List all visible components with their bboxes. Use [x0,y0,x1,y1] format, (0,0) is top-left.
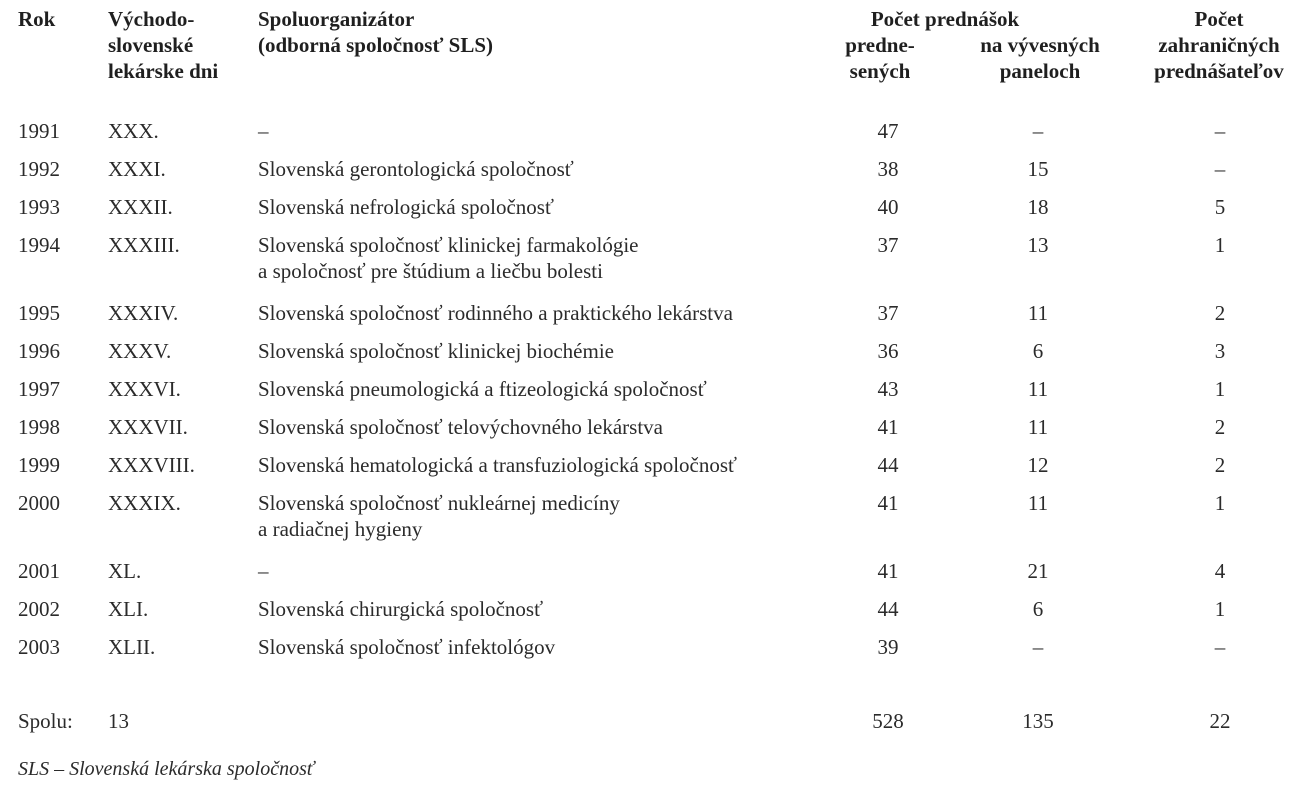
row-panel: 21 [1027,559,1049,583]
table-row [0,596,1308,622]
header-rok: Rok [18,7,56,31]
header-zahr-line1: Počet [1194,7,1244,31]
row-zahr: 1 [1214,377,1226,401]
row-year: 2000 [18,491,60,515]
row-panel: – [1032,119,1044,143]
header-prednes-line2: sených [849,59,911,83]
row-vld: XXXVI. [108,377,181,401]
header-prednes-line1: predne- [845,33,915,57]
row-panel: 13 [1027,233,1049,257]
row-prednes: 44 [877,597,899,621]
row-panel: 12 [1027,453,1049,477]
row-vld: XXXII. [108,195,173,219]
table-row [0,118,1308,144]
row-prednes: 41 [877,559,899,583]
row-prednes: 41 [877,491,899,515]
row-year: 2002 [18,597,60,621]
header-zahr-line2: zahraničných [1158,33,1280,57]
row-prednes: 40 [877,195,899,219]
row-year: 2003 [18,635,60,659]
row-vld: XXXI. [108,157,166,181]
row-panel: 6 [1032,339,1044,363]
row-prednes: 39 [877,635,899,659]
row-prednes: 36 [877,339,899,363]
row-zahr: 1 [1214,597,1226,621]
row-panel: 11 [1027,301,1049,325]
row-organizer: – [258,119,269,143]
row-organizer: – [258,559,269,583]
totals-zahr: 22 [1209,709,1231,733]
header-spol-line2: (odborná spoločnosť SLS) [258,33,494,57]
row-panel: 18 [1027,195,1049,219]
table-row [0,300,1308,326]
table-row [0,558,1308,584]
row-vld: XXXIX. [108,491,181,515]
footnote: SLS – Slovenská lekárska spoločnosť [18,758,315,780]
totals-count: 13 [108,709,129,733]
row-vld: XXXV. [108,339,172,363]
row-year: 1997 [18,377,60,401]
row-organizer: Slovenská spoločnosť nukleárnej medicíny [258,491,620,515]
header-panel-line2: paneloch [999,59,1081,83]
table-row [0,156,1308,182]
row-organizer: Slovenská spoločnosť klinickej farmakológie [258,233,639,257]
row-organizer-line2: a radiačnej hygieny [258,517,423,541]
row-year: 1996 [18,339,60,363]
row-prednes: 38 [877,157,899,181]
row-panel: 15 [1027,157,1049,181]
table-row [0,194,1308,220]
table-row [0,376,1308,402]
row-zahr: 1 [1214,233,1226,257]
row-vld: XXXIV. [108,301,179,325]
row-organizer-line2: a spoločnosť pre štúdium a liečbu bolesti [258,259,603,283]
row-zahr: – [1214,119,1226,143]
row-vld: XLI. [108,597,149,621]
row-prednes: 41 [877,415,899,439]
row-zahr: – [1214,157,1226,181]
row-year: 1994 [18,233,60,257]
row-organizer: Slovenská gerontologická spoločnosť [258,157,574,181]
row-prednes: 37 [877,233,899,257]
header-zahr-line3: prednášateľov [1154,59,1284,83]
table-row [0,414,1308,440]
row-vld: XXXVII. [108,415,188,439]
totals-prednes: 528 [872,709,904,733]
row-vld: XXXVIII. [108,453,195,477]
header-spol-line1: Spoluorganizátor [258,7,415,31]
table-row [0,338,1308,364]
row-zahr: 2 [1214,453,1226,477]
row-year: 1998 [18,415,60,439]
row-year: 1992 [18,157,60,181]
row-organizer: Slovenská spoločnosť telovýchovného lekárstva [258,415,663,439]
header-panel-line1: na vývesných [980,33,1100,57]
row-prednes: 44 [877,453,899,477]
row-zahr: 4 [1214,559,1226,583]
row-panel: 6 [1032,597,1044,621]
row-zahr: 2 [1214,301,1226,325]
row-panel: 11 [1027,415,1049,439]
row-organizer: Slovenská hematologická a transfuziologická spoločnosť [258,453,738,477]
row-zahr: 3 [1214,339,1226,363]
row-panel: – [1032,635,1044,659]
row-zahr: 1 [1214,491,1226,515]
row-zahr: – [1214,635,1226,659]
row-panel: 11 [1027,377,1049,401]
header-vld-line3: lekárske dni [108,59,219,83]
row-vld: XXX. [108,119,159,143]
totals-panel: 135 [1022,709,1054,733]
table-row [0,452,1308,478]
row-prednes: 37 [877,301,899,325]
row-panel: 11 [1027,491,1049,515]
header-vld-line2: slovenské [108,33,194,57]
row-organizer: Slovenská pneumologická a ftizeologická spoločnosť [258,377,707,401]
row-vld: XLII. [108,635,156,659]
row-vld: XL. [108,559,142,583]
row-prednes: 47 [877,119,899,143]
row-year: 1991 [18,119,60,143]
table-row [0,232,1308,284]
totals-row [0,708,1308,734]
row-year: 1995 [18,301,60,325]
row-organizer: Slovenská chirurgická spoločnosť [258,597,544,621]
row-zahr: 5 [1214,195,1226,219]
totals-label: Spolu: [18,709,73,733]
row-organizer: Slovenská nefrologická spoločnosť [258,195,554,219]
row-year: 2001 [18,559,60,583]
row-year: 1993 [18,195,60,219]
row-organizer: Slovenská spoločnosť infektológov [258,635,556,659]
row-zahr: 2 [1214,415,1226,439]
header-pocet-prednasok: Počet prednášok [870,7,1020,31]
table-row [0,490,1308,542]
row-vld: XXXIII. [108,233,180,257]
header-vld-line1: Východo- [108,7,195,31]
table-row [0,634,1308,660]
row-prednes: 43 [877,377,899,401]
row-organizer: Slovenská spoločnosť rodinného a praktického lekárstva [258,301,733,325]
row-year: 1999 [18,453,60,477]
row-organizer: Slovenská spoločnosť klinickej biochémie [258,339,614,363]
